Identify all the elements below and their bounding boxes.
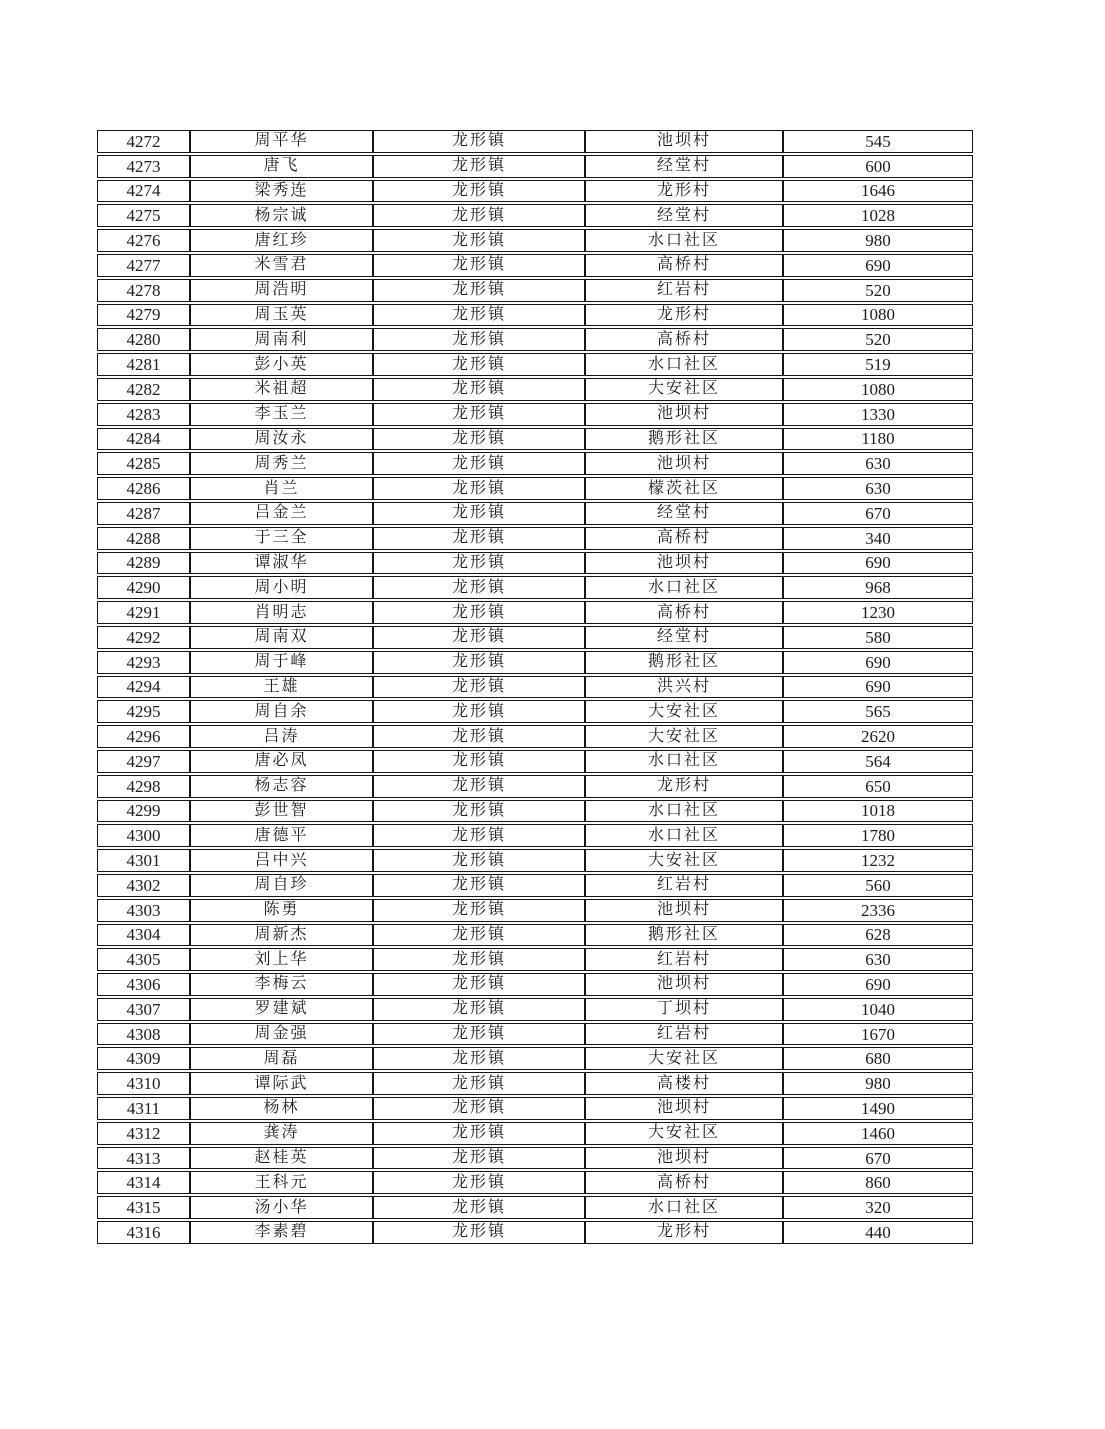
serial-cell: 4281 <box>97 353 190 376</box>
table-row <box>97 924 973 947</box>
amount-cell: 690 <box>783 254 973 277</box>
serial-cell: 4302 <box>97 874 190 897</box>
village-cell: 池坝村 <box>585 130 783 153</box>
town-cell: 龙形镇 <box>373 676 585 699</box>
name-cell: 周于峰 <box>190 651 373 674</box>
town-cell: 龙形镇 <box>373 378 585 401</box>
amount-cell: 1780 <box>783 824 973 847</box>
town-cell: 龙形镇 <box>373 180 585 203</box>
town-cell: 龙形镇 <box>373 725 585 748</box>
village-cell: 红岩村 <box>585 1023 783 1046</box>
name-cell: 王雄 <box>190 676 373 699</box>
town-cell: 龙形镇 <box>373 204 585 227</box>
village-cell: 丁坝村 <box>585 998 783 1021</box>
serial-cell: 4276 <box>97 229 190 252</box>
village-cell: 水口社区 <box>585 1196 783 1219</box>
serial-cell: 4293 <box>97 651 190 674</box>
amount-cell: 1670 <box>783 1023 973 1046</box>
amount-cell: 1490 <box>783 1097 973 1120</box>
name-cell: 李玉兰 <box>190 403 373 426</box>
table-row <box>97 378 973 401</box>
town-cell: 龙形镇 <box>373 948 585 971</box>
table-row <box>97 180 973 203</box>
amount-cell: 565 <box>783 700 973 723</box>
amount-cell: 968 <box>783 576 973 599</box>
name-cell: 吕涛 <box>190 725 373 748</box>
town-cell: 龙形镇 <box>373 502 585 525</box>
name-cell: 彭小英 <box>190 353 373 376</box>
amount-cell: 690 <box>783 676 973 699</box>
town-cell: 龙形镇 <box>373 279 585 302</box>
amount-cell: 2620 <box>783 725 973 748</box>
name-cell: 汤小华 <box>190 1196 373 1219</box>
village-cell: 大安社区 <box>585 725 783 748</box>
town-cell: 龙形镇 <box>373 1072 585 1095</box>
village-cell: 水口社区 <box>585 750 783 773</box>
table-row <box>97 527 973 550</box>
amount-cell: 650 <box>783 775 973 798</box>
village-cell: 高桥村 <box>585 1171 783 1194</box>
village-cell: 大安社区 <box>585 1047 783 1070</box>
records-table-body <box>97 130 973 1244</box>
amount-cell: 1230 <box>783 601 973 624</box>
town-cell: 龙形镇 <box>373 874 585 897</box>
name-cell: 周浩明 <box>190 279 373 302</box>
table-row <box>97 1047 973 1070</box>
table-row <box>97 428 973 451</box>
table-row <box>97 279 973 302</box>
town-cell: 龙形镇 <box>373 601 585 624</box>
name-cell: 周磊 <box>190 1047 373 1070</box>
table-row <box>97 552 973 575</box>
name-cell: 刘上华 <box>190 948 373 971</box>
name-cell: 米雪君 <box>190 254 373 277</box>
village-cell: 水口社区 <box>585 800 783 823</box>
village-cell: 水口社区 <box>585 229 783 252</box>
serial-cell: 4301 <box>97 849 190 872</box>
amount-cell: 1080 <box>783 378 973 401</box>
town-cell: 龙形镇 <box>373 1221 585 1244</box>
serial-cell: 4300 <box>97 824 190 847</box>
village-cell: 水口社区 <box>585 824 783 847</box>
serial-cell: 4277 <box>97 254 190 277</box>
table-row <box>97 849 973 872</box>
records-table <box>97 128 973 1246</box>
town-cell: 龙形镇 <box>373 1122 585 1145</box>
table-row <box>97 477 973 500</box>
town-cell: 龙形镇 <box>373 254 585 277</box>
table-row <box>97 700 973 723</box>
village-cell: 红岩村 <box>585 874 783 897</box>
table-row <box>97 1147 973 1170</box>
name-cell: 唐德平 <box>190 824 373 847</box>
amount-cell: 690 <box>783 552 973 575</box>
name-cell: 于三全 <box>190 527 373 550</box>
table-row <box>97 973 973 996</box>
name-cell: 陈勇 <box>190 899 373 922</box>
serial-cell: 4299 <box>97 800 190 823</box>
town-cell: 龙形镇 <box>373 155 585 178</box>
village-cell: 经堂村 <box>585 204 783 227</box>
table-row <box>97 676 973 699</box>
serial-cell: 4309 <box>97 1047 190 1070</box>
village-cell: 经堂村 <box>585 155 783 178</box>
name-cell: 谭淑华 <box>190 552 373 575</box>
name-cell: 杨宗诚 <box>190 204 373 227</box>
table-row <box>97 725 973 748</box>
serial-cell: 4286 <box>97 477 190 500</box>
table-row <box>97 800 973 823</box>
town-cell: 龙形镇 <box>373 800 585 823</box>
amount-cell: 560 <box>783 874 973 897</box>
town-cell: 龙形镇 <box>373 452 585 475</box>
amount-cell: 545 <box>783 130 973 153</box>
amount-cell: 630 <box>783 948 973 971</box>
table-row <box>97 750 973 773</box>
name-cell: 周平华 <box>190 130 373 153</box>
serial-cell: 4284 <box>97 428 190 451</box>
town-cell: 龙形镇 <box>373 552 585 575</box>
name-cell: 杨林 <box>190 1097 373 1120</box>
amount-cell: 680 <box>783 1047 973 1070</box>
town-cell: 龙形镇 <box>373 229 585 252</box>
town-cell: 龙形镇 <box>373 700 585 723</box>
village-cell: 大安社区 <box>585 700 783 723</box>
serial-cell: 4280 <box>97 328 190 351</box>
table-row <box>97 1072 973 1095</box>
table-row <box>97 651 973 674</box>
village-cell: 龙形村 <box>585 775 783 798</box>
village-cell: 池坝村 <box>585 403 783 426</box>
table-row <box>97 1023 973 1046</box>
amount-cell: 520 <box>783 328 973 351</box>
name-cell: 唐飞 <box>190 155 373 178</box>
serial-cell: 4314 <box>97 1171 190 1194</box>
village-cell: 龙形村 <box>585 304 783 327</box>
town-cell: 龙形镇 <box>373 1097 585 1120</box>
serial-cell: 4287 <box>97 502 190 525</box>
amount-cell: 600 <box>783 155 973 178</box>
name-cell: 米祖超 <box>190 378 373 401</box>
name-cell: 周金强 <box>190 1023 373 1046</box>
amount-cell: 690 <box>783 651 973 674</box>
amount-cell: 1180 <box>783 428 973 451</box>
table-row <box>97 304 973 327</box>
village-cell: 红岩村 <box>585 948 783 971</box>
table-row <box>97 229 973 252</box>
serial-cell: 4282 <box>97 378 190 401</box>
amount-cell: 1232 <box>783 849 973 872</box>
amount-cell: 1460 <box>783 1122 973 1145</box>
town-cell: 龙形镇 <box>373 130 585 153</box>
name-cell: 周南利 <box>190 328 373 351</box>
amount-cell: 1018 <box>783 800 973 823</box>
amount-cell: 520 <box>783 279 973 302</box>
name-cell: 吕中兴 <box>190 849 373 872</box>
town-cell: 龙形镇 <box>373 353 585 376</box>
amount-cell: 670 <box>783 502 973 525</box>
village-cell: 池坝村 <box>585 1097 783 1120</box>
town-cell: 龙形镇 <box>373 576 585 599</box>
serial-cell: 4303 <box>97 899 190 922</box>
amount-cell: 690 <box>783 973 973 996</box>
town-cell: 龙形镇 <box>373 403 585 426</box>
serial-cell: 4312 <box>97 1122 190 1145</box>
village-cell: 水口社区 <box>585 576 783 599</box>
serial-cell: 4295 <box>97 700 190 723</box>
table-row <box>97 626 973 649</box>
name-cell: 谭际武 <box>190 1072 373 1095</box>
town-cell: 龙形镇 <box>373 899 585 922</box>
serial-cell: 4290 <box>97 576 190 599</box>
village-cell: 鹅形社区 <box>585 428 783 451</box>
amount-cell: 670 <box>783 1147 973 1170</box>
town-cell: 龙形镇 <box>373 477 585 500</box>
table-row <box>97 576 973 599</box>
town-cell: 龙形镇 <box>373 1023 585 1046</box>
name-cell: 吕金兰 <box>190 502 373 525</box>
serial-cell: 4296 <box>97 725 190 748</box>
village-cell: 洪兴村 <box>585 676 783 699</box>
amount-cell: 564 <box>783 750 973 773</box>
serial-cell: 4292 <box>97 626 190 649</box>
name-cell: 周新杰 <box>190 924 373 947</box>
name-cell: 杨志容 <box>190 775 373 798</box>
name-cell: 周玉英 <box>190 304 373 327</box>
table-row <box>97 1171 973 1194</box>
name-cell: 周小明 <box>190 576 373 599</box>
table-row <box>97 254 973 277</box>
serial-cell: 4315 <box>97 1196 190 1219</box>
table-row <box>97 775 973 798</box>
name-cell: 罗建斌 <box>190 998 373 1021</box>
serial-cell: 4308 <box>97 1023 190 1046</box>
name-cell: 周自余 <box>190 700 373 723</box>
serial-cell: 4310 <box>97 1072 190 1095</box>
town-cell: 龙形镇 <box>373 824 585 847</box>
name-cell: 李素碧 <box>190 1221 373 1244</box>
name-cell: 王科元 <box>190 1171 373 1194</box>
amount-cell: 1080 <box>783 304 973 327</box>
table-row <box>97 452 973 475</box>
serial-cell: 4311 <box>97 1097 190 1120</box>
village-cell: 龙形村 <box>585 180 783 203</box>
town-cell: 龙形镇 <box>373 924 585 947</box>
serial-cell: 4273 <box>97 155 190 178</box>
village-cell: 高桥村 <box>585 601 783 624</box>
town-cell: 龙形镇 <box>373 651 585 674</box>
name-cell: 周秀兰 <box>190 452 373 475</box>
table-row <box>97 155 973 178</box>
name-cell: 周汝永 <box>190 428 373 451</box>
table-row <box>97 502 973 525</box>
serial-cell: 4294 <box>97 676 190 699</box>
village-cell: 高桥村 <box>585 254 783 277</box>
name-cell: 周南双 <box>190 626 373 649</box>
serial-cell: 4307 <box>97 998 190 1021</box>
table-row <box>97 130 973 153</box>
serial-cell: 4289 <box>97 552 190 575</box>
amount-cell: 440 <box>783 1221 973 1244</box>
name-cell: 唐必凤 <box>190 750 373 773</box>
amount-cell: 580 <box>783 626 973 649</box>
amount-cell: 320 <box>783 1196 973 1219</box>
serial-cell: 4272 <box>97 130 190 153</box>
serial-cell: 4288 <box>97 527 190 550</box>
serial-cell: 4285 <box>97 452 190 475</box>
village-cell: 龙形村 <box>585 1221 783 1244</box>
amount-cell: 1040 <box>783 998 973 1021</box>
name-cell: 梁秀连 <box>190 180 373 203</box>
serial-cell: 4274 <box>97 180 190 203</box>
town-cell: 龙形镇 <box>373 750 585 773</box>
village-cell: 大安社区 <box>585 849 783 872</box>
town-cell: 龙形镇 <box>373 626 585 649</box>
table-row <box>97 824 973 847</box>
amount-cell: 980 <box>783 1072 973 1095</box>
serial-cell: 4283 <box>97 403 190 426</box>
village-cell: 红岩村 <box>585 279 783 302</box>
village-cell: 大安社区 <box>585 1122 783 1145</box>
serial-cell: 4291 <box>97 601 190 624</box>
town-cell: 龙形镇 <box>373 527 585 550</box>
name-cell: 彭世智 <box>190 800 373 823</box>
village-cell: 池坝村 <box>585 452 783 475</box>
name-cell: 肖兰 <box>190 477 373 500</box>
village-cell: 经堂村 <box>585 502 783 525</box>
town-cell: 龙形镇 <box>373 428 585 451</box>
village-cell: 经堂村 <box>585 626 783 649</box>
name-cell: 唐红珍 <box>190 229 373 252</box>
serial-cell: 4279 <box>97 304 190 327</box>
village-cell: 檬茨社区 <box>585 477 783 500</box>
village-cell: 池坝村 <box>585 1147 783 1170</box>
amount-cell: 1330 <box>783 403 973 426</box>
serial-cell: 4304 <box>97 924 190 947</box>
town-cell: 龙形镇 <box>373 1196 585 1219</box>
amount-cell: 1646 <box>783 180 973 203</box>
village-cell: 水口社区 <box>585 353 783 376</box>
village-cell: 高桥村 <box>585 328 783 351</box>
table-row <box>97 1122 973 1145</box>
village-cell: 大安社区 <box>585 378 783 401</box>
serial-cell: 4305 <box>97 948 190 971</box>
town-cell: 龙形镇 <box>373 1147 585 1170</box>
table-row <box>97 353 973 376</box>
village-cell: 鹅形社区 <box>585 924 783 947</box>
name-cell: 龚涛 <box>190 1122 373 1145</box>
table-row <box>97 998 973 1021</box>
town-cell: 龙形镇 <box>373 998 585 1021</box>
town-cell: 龙形镇 <box>373 1171 585 1194</box>
name-cell: 李梅云 <box>190 973 373 996</box>
amount-cell: 519 <box>783 353 973 376</box>
table-row <box>97 1221 973 1244</box>
amount-cell: 340 <box>783 527 973 550</box>
amount-cell: 2336 <box>783 899 973 922</box>
village-cell: 池坝村 <box>585 973 783 996</box>
table-row <box>97 601 973 624</box>
village-cell: 池坝村 <box>585 899 783 922</box>
amount-cell: 860 <box>783 1171 973 1194</box>
amount-cell: 630 <box>783 477 973 500</box>
name-cell: 周自珍 <box>190 874 373 897</box>
serial-cell: 4297 <box>97 750 190 773</box>
amount-cell: 980 <box>783 229 973 252</box>
serial-cell: 4275 <box>97 204 190 227</box>
table-row <box>97 403 973 426</box>
serial-cell: 4316 <box>97 1221 190 1244</box>
town-cell: 龙形镇 <box>373 304 585 327</box>
table-row <box>97 328 973 351</box>
amount-cell: 628 <box>783 924 973 947</box>
serial-cell: 4306 <box>97 973 190 996</box>
table-row <box>97 874 973 897</box>
town-cell: 龙形镇 <box>373 973 585 996</box>
table-row <box>97 948 973 971</box>
serial-cell: 4278 <box>97 279 190 302</box>
table-row <box>97 899 973 922</box>
serial-cell: 4298 <box>97 775 190 798</box>
village-cell: 鹅形社区 <box>585 651 783 674</box>
town-cell: 龙形镇 <box>373 849 585 872</box>
town-cell: 龙形镇 <box>373 1047 585 1070</box>
amount-cell: 630 <box>783 452 973 475</box>
town-cell: 龙形镇 <box>373 775 585 798</box>
village-cell: 高桥村 <box>585 527 783 550</box>
amount-cell: 1028 <box>783 204 973 227</box>
village-cell: 高楼村 <box>585 1072 783 1095</box>
table-row <box>97 1097 973 1120</box>
name-cell: 赵桂英 <box>190 1147 373 1170</box>
serial-cell: 4313 <box>97 1147 190 1170</box>
table-row <box>97 204 973 227</box>
table-row <box>97 1196 973 1219</box>
name-cell: 肖明志 <box>190 601 373 624</box>
village-cell: 池坝村 <box>585 552 783 575</box>
town-cell: 龙形镇 <box>373 328 585 351</box>
